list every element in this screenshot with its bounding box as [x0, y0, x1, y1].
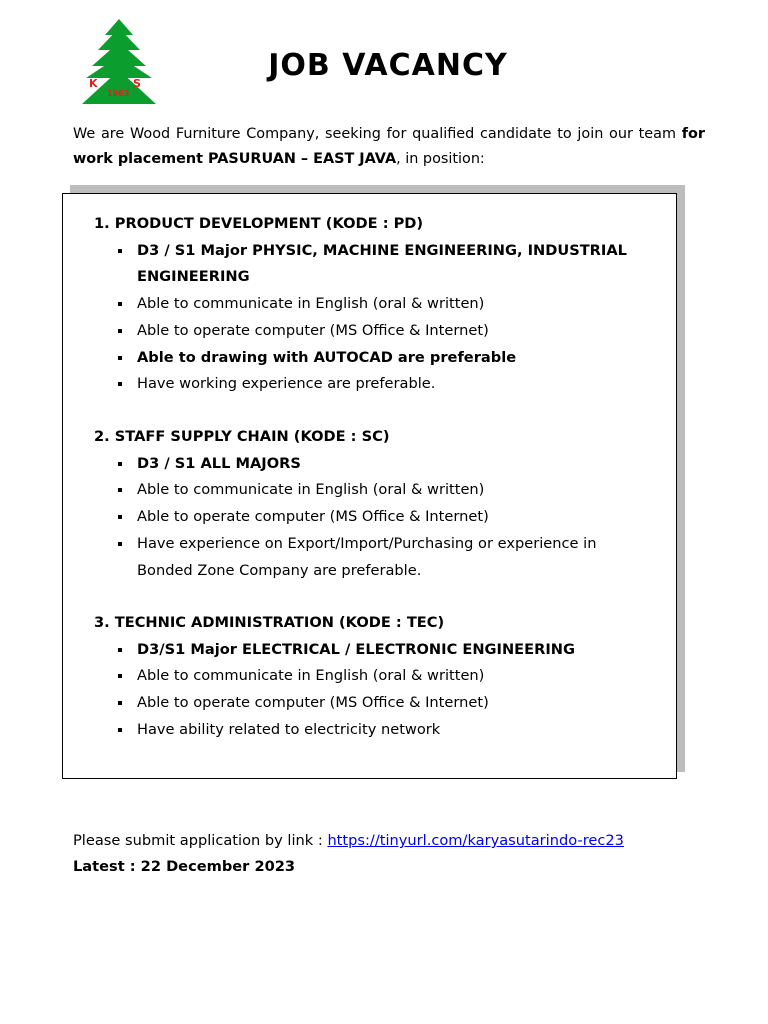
requirements-list [94, 238, 637, 398]
requirements-list [94, 451, 637, 585]
logo-year: 1963 [107, 89, 130, 98]
logo-letter-s: S [133, 77, 141, 90]
requirement-item: D3 / S1 ALL MAJORS [94, 451, 637, 478]
submit-label: Please submit application by link : [73, 832, 328, 849]
position-title: 2. STAFF SUPPLY CHAIN (KODE : SC) [94, 428, 390, 445]
intro-paragraph [73, 122, 705, 172]
requirement-item: Have ability related to electricity network [94, 717, 637, 744]
requirement-item: Able to communicate in English (oral & written) [94, 663, 637, 690]
requirement-item: Able to communicate in English (oral & written) [94, 291, 637, 318]
intro-text: We are Wood Furniture Company, seeking for qualified candidate to join our team [73, 126, 682, 142]
positions-box [62, 193, 677, 779]
application-link[interactable]: https://tinyurl.com/karyasutarindo-rec23 [327, 832, 624, 849]
requirements-list [94, 637, 637, 744]
position-title: 1. PRODUCT DEVELOPMENT (KODE : PD) [94, 215, 424, 232]
logo-letter-k: K [89, 77, 98, 90]
requirement-item: Have experience on Export/Import/Purchasing or experience in Bonded Zone Company are preferable. [94, 531, 637, 584]
requirement-item: Able to drawing with AUTOCAD are preferable [94, 345, 637, 372]
position-title: 3. TECHNIC ADMINISTRATION (KODE : TEC) [94, 614, 445, 631]
position-section [94, 211, 637, 398]
requirement-item: Able to operate computer (MS Office & Internet) [94, 318, 637, 345]
position-section [94, 610, 637, 744]
requirement-item: D3/S1 Major ELECTRICAL / ELECTRONIC ENGINEERING [94, 637, 637, 664]
page-title: JOB VACANCY [268, 48, 508, 83]
intro-text-end: , in position: [396, 151, 485, 167]
requirement-item: Able to operate computer (MS Office & Internet) [94, 504, 637, 531]
position-section [94, 424, 637, 584]
requirement-item: Able to communicate in English (oral & written) [94, 477, 637, 504]
requirement-item: Able to operate computer (MS Office & Internet) [94, 690, 637, 717]
deadline-text: Latest : 22 December 2023 [73, 858, 296, 875]
submit-instruction [73, 829, 624, 853]
intro-location: for work placement PASURUAN – EAST JAVA [73, 126, 705, 167]
requirement-item: D3 / S1 Major PHYSIC, MACHINE ENGINEERING, INDUSTRIAL ENGINEERING [94, 238, 637, 291]
requirement-item: Have working experience are preferable. [94, 371, 637, 398]
